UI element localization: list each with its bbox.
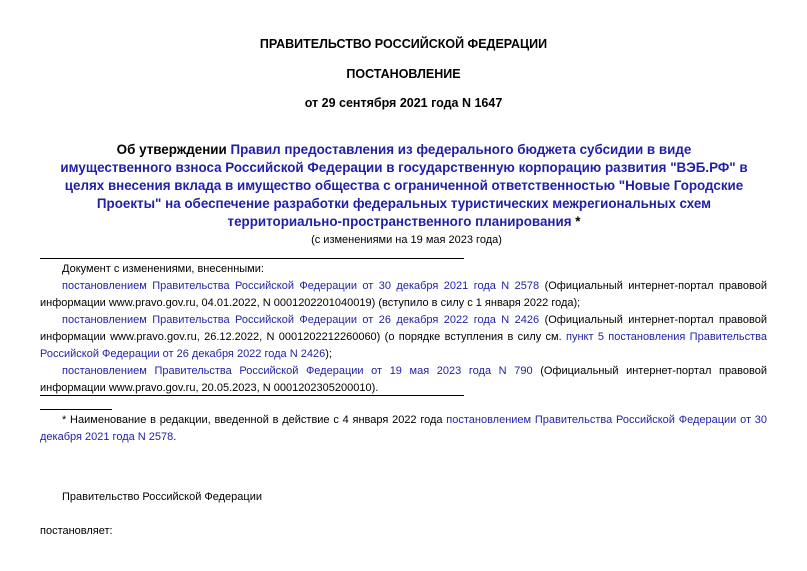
decrees-text: постановляет: bbox=[40, 525, 113, 537]
footnote-link-2578[interactable]: постановлением Правительства Российской Федерации от 30 декабря 2021 года N 2578 bbox=[40, 414, 767, 443]
change-link-2426[interactable]: постановлением Правительства Российской Федерации от 26 декабря 2022 года N 2426 bbox=[62, 314, 540, 326]
divider-top bbox=[40, 258, 464, 259]
footnote-separator bbox=[40, 409, 112, 410]
title-prefix: Об утверждении bbox=[116, 142, 231, 157]
divider-bottom bbox=[40, 395, 464, 396]
change-item-3: постановлением Правительства Российской Федерации от 19 мая 2023 года N 790 (Официальный интернет-портал правовой информации www.pravo.gov.ru, 20.05.2023, N 0001202305200010). bbox=[40, 365, 767, 394]
issuer-text: Правительство Российской Федерации bbox=[62, 491, 262, 503]
document-type-heading: ПОСТАНОВЛЕНИЕ bbox=[346, 67, 461, 81]
title-rules-link[interactable]: Правил предоставления из федерального бюджета субсидии в виде имущественного взноса Российской Федерации в государственную корпорацию развития "ВЭБ.РФ" в целях внесения вклада в имущество общества с ограниченной ответственностью "Новые Городские Проекты" на обеспечение разработки федеральных туристических межрегиональных схем территориально-пространственного планирования bbox=[60, 142, 748, 229]
document-title bbox=[60, 141, 748, 231]
government-heading: ПРАВИТЕЛЬСТВО РОССИЙСКОЙ ФЕДЕРАЦИИ bbox=[259, 37, 548, 51]
footnote: * Наименование в редакции, введенной в действие с 4 января 2022 года постановлением Правительства Российской Федерации от 30 декабря 2021 года N 2578. bbox=[40, 414, 767, 443]
title-suffix: * bbox=[571, 214, 581, 229]
amendments-note: (с изменениями на 19 мая 2023 года) bbox=[311, 234, 502, 246]
change-link-790[interactable]: постановлением Правительства Российской Федерации от 19 мая 2023 года N 790 bbox=[62, 365, 533, 377]
change-link-2426-item5[interactable]: пункт 5 постановления Правительства Российской Федерации от 26 декабря 2022 года N 2426 bbox=[40, 331, 768, 360]
change-item-1: постановлением Правительства Российской Федерации от 30 декабря 2021 года N 2578 (Официальный интернет-портал правовой информации www.pravo.gov.ru, 04.01.2022, N 0001202201040019) (вступило в силу с 1 января 2022 года); bbox=[40, 280, 767, 309]
change-item-2: постановлением Правительства Российской Федерации от 26 декабря 2022 года N 2426 (Официальный интернет-портал правовой информации www.pravo.gov.ru, 26.12.2022, N 0001202212260060) (о порядке вступления в силу см. пункт 5 постановления Правительства Российской Федерации от 26 декабря 2022 года N 2426); bbox=[40, 314, 768, 360]
change-link-2578[interactable]: постановлением Правительства Российской Федерации от 30 декабря 2021 года N 2578 bbox=[62, 280, 540, 292]
changes-intro: Документ с изменениями, внесенными: bbox=[62, 263, 264, 275]
date-number-heading: от 29 сентября 2021 года N 1647 bbox=[304, 96, 503, 110]
